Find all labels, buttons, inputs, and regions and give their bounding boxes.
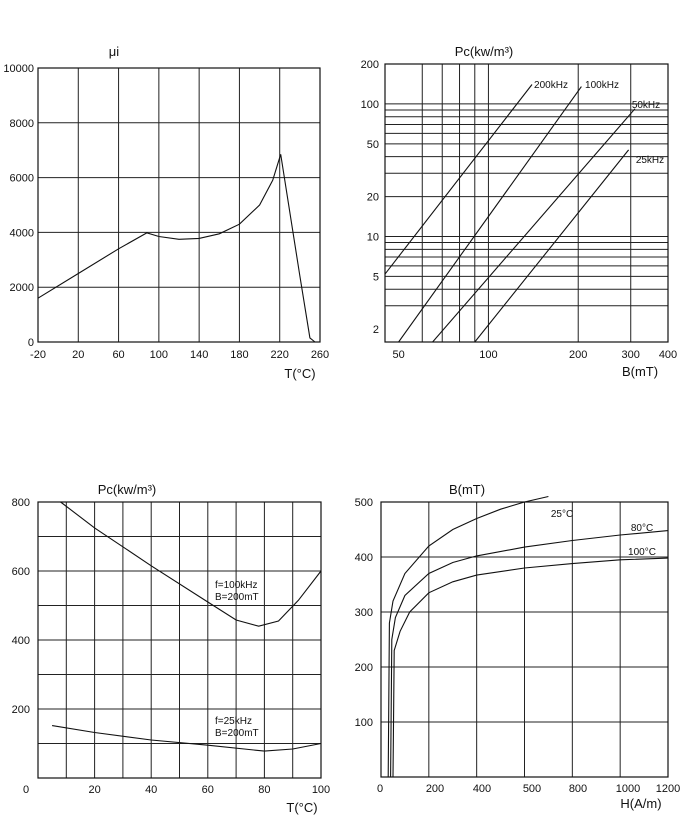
x-tick-label: 0 xyxy=(22,784,30,796)
series-line-2 xyxy=(393,558,668,777)
series-label: f=100kHz xyxy=(215,580,258,591)
x-tick-label: -20 xyxy=(30,349,46,361)
series-line-mu xyxy=(38,154,315,342)
x-tick-label: 1000 xyxy=(615,783,641,795)
chart-bh-curve xyxy=(355,482,681,811)
y-tick-label: 200 xyxy=(360,59,379,71)
x-axis-label: T(°C) xyxy=(286,800,318,815)
series-label: 100kHz xyxy=(585,80,619,91)
series-label: 80°C xyxy=(630,523,654,534)
y-tick-label: 6000 xyxy=(9,172,34,185)
y-tick-label: 20 xyxy=(366,191,379,204)
series-label: 200kHz xyxy=(534,80,568,91)
x-tick-label: 0 xyxy=(376,783,384,795)
y-tick-label: 400 xyxy=(354,552,373,564)
plot-frame xyxy=(38,68,320,342)
chart-core-loss-vs-temperature xyxy=(12,482,331,815)
series-label: f=25kHz xyxy=(215,716,252,727)
series-label: B=200mT xyxy=(215,728,259,739)
y-tick-label: 400 xyxy=(11,635,30,647)
y-tick-label: 4000 xyxy=(9,227,34,240)
x-tick-label: 20 xyxy=(88,784,101,796)
x-tick-label: 200 xyxy=(569,349,588,361)
y-tick-label: 10000 xyxy=(3,63,34,75)
x-tick-label: 500 xyxy=(522,783,542,795)
x-tick-label: 140 xyxy=(189,349,209,361)
chart-title: Pc(kw/m³) xyxy=(97,482,157,497)
chart-title: Pc(kw/m³) xyxy=(454,44,514,59)
y-tick-label: 200 xyxy=(11,704,30,716)
x-tick-label: 50 xyxy=(392,349,405,361)
x-tick-label: 40 xyxy=(145,784,158,796)
y-tick-label: 100 xyxy=(360,98,379,111)
y-tick-label: 8000 xyxy=(9,117,34,130)
y-tick-label: 300 xyxy=(354,607,373,619)
y-tick-label: 2000 xyxy=(9,282,34,295)
chart-core-loss-vs-flux xyxy=(361,44,678,379)
x-tick-label: 260 xyxy=(310,349,330,361)
y-tick-label: 800 xyxy=(11,497,30,509)
y-tick-label: 600 xyxy=(11,566,30,578)
series-line-1 xyxy=(52,726,321,752)
x-tick-label: 80 xyxy=(258,784,271,796)
series-label: B=200mT xyxy=(215,592,259,603)
series-label: 25kHz xyxy=(635,155,665,166)
series-label: 100°C xyxy=(628,547,656,558)
x-tick-label: 1200 xyxy=(655,783,681,795)
x-tick-label: 180 xyxy=(230,349,249,361)
x-tick-label: 220 xyxy=(270,349,289,361)
x-axis-label: B(mT) xyxy=(621,364,659,379)
x-tick-label: 60 xyxy=(112,349,125,361)
y-tick-label: 200 xyxy=(354,662,373,674)
x-axis-label: T(°C) xyxy=(284,366,316,381)
series-label: 50kHz xyxy=(631,100,661,111)
series-label: 25°C xyxy=(550,509,574,520)
series-line-200kHz xyxy=(385,85,532,275)
y-tick-label: 2 xyxy=(372,324,379,337)
plot-frame xyxy=(385,64,668,342)
x-tick-label: 100 xyxy=(149,349,169,361)
x-tick-label: 100 xyxy=(311,784,331,796)
x-tick-label: 60 xyxy=(201,784,214,796)
series-line-25kHz xyxy=(475,150,629,342)
x-tick-label: 200 xyxy=(425,783,445,795)
y-tick-label: 0 xyxy=(27,337,34,349)
x-tick-label: 20 xyxy=(72,349,85,361)
x-tick-label: 300 xyxy=(621,349,640,361)
y-tick-label: 500 xyxy=(354,497,373,509)
x-tick-label: 400 xyxy=(658,349,678,361)
y-tick-label: 5 xyxy=(372,271,379,284)
y-tick-label: 10 xyxy=(366,231,379,244)
x-axis-label: H(A/m) xyxy=(620,796,662,811)
chart-title: μi xyxy=(108,44,120,59)
x-tick-label: 800 xyxy=(568,783,588,795)
series-line-0 xyxy=(61,502,321,626)
y-tick-label: 50 xyxy=(366,138,379,151)
chart-title: B(mT) xyxy=(448,482,486,497)
x-tick-label: 400 xyxy=(472,783,492,795)
x-tick-label: 100 xyxy=(479,349,498,361)
chart-mu-vs-temperature xyxy=(3,44,329,381)
y-tick-label: 100 xyxy=(354,717,373,729)
